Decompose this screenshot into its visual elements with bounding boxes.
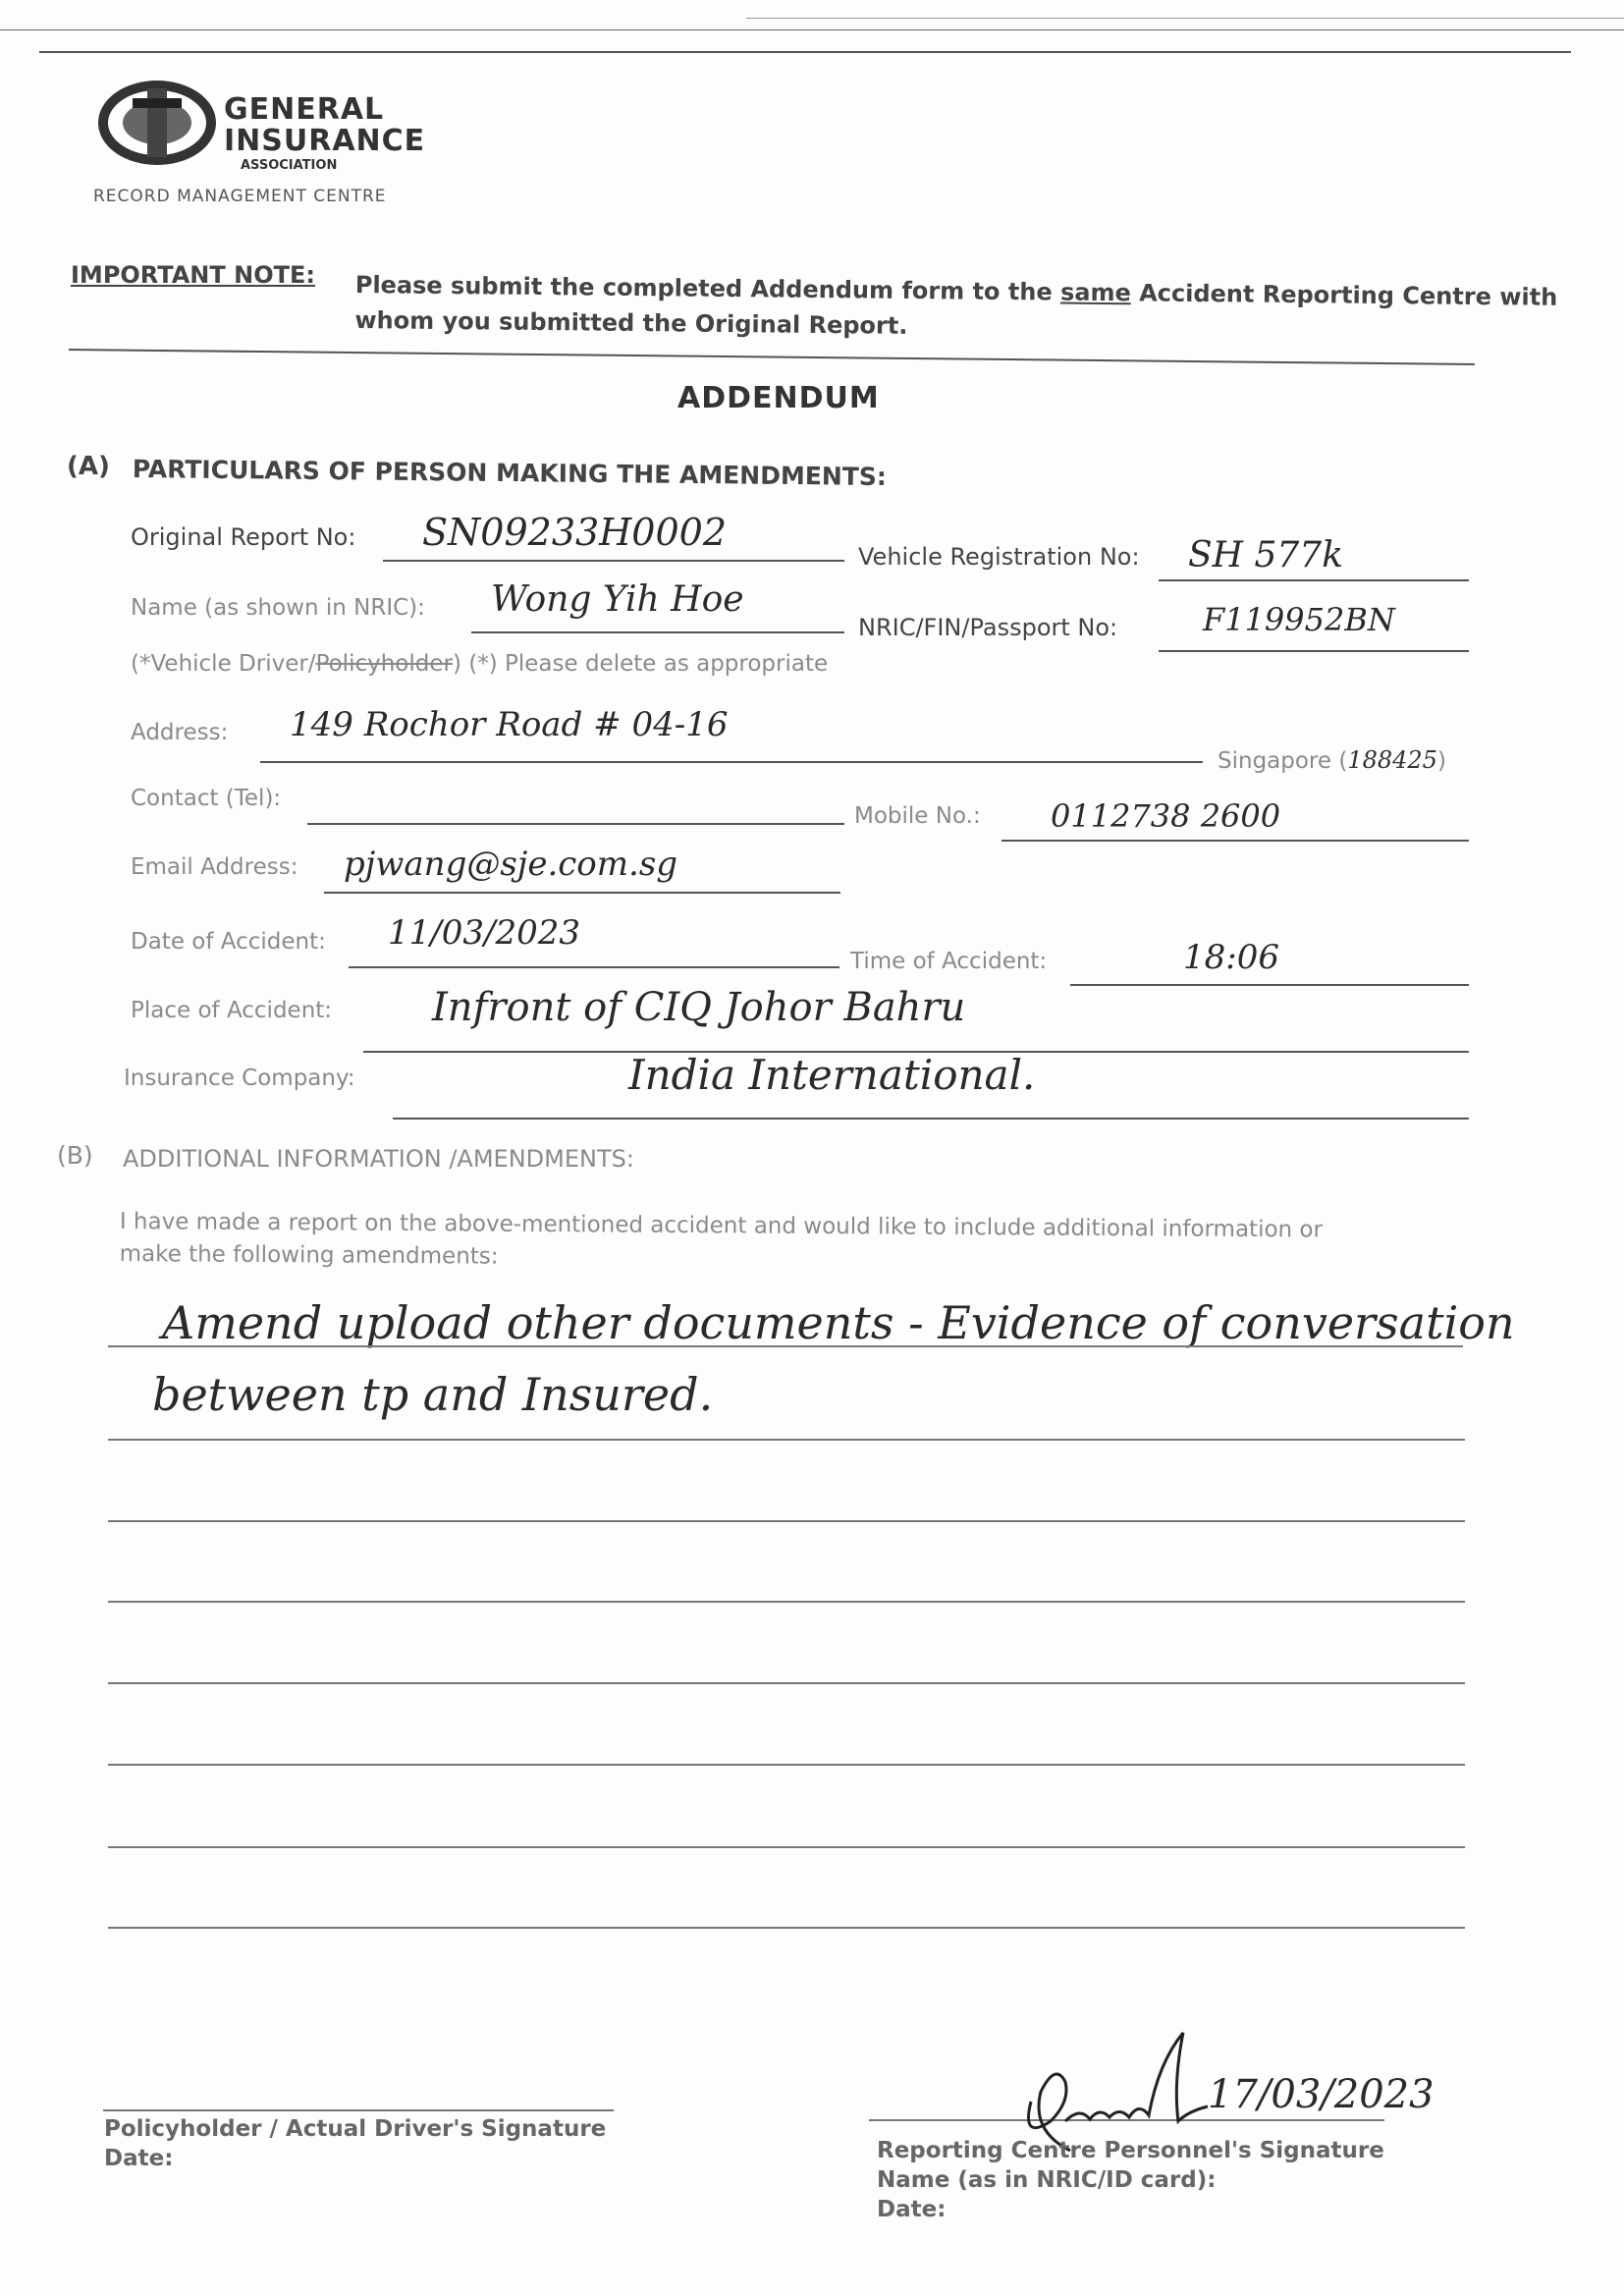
amendment-ruled-line [108,1601,1465,1603]
policyholder-date-label: Date: [104,2146,174,2171]
insurance-company-value: India International. [628,1051,1036,1099]
postal-value: 188425 [1347,746,1437,774]
name-value: Wong Yih Hoe [491,579,744,620]
vehicle-reg-line [1159,579,1469,581]
time-of-accident-line [1070,984,1469,986]
name-line [471,631,844,633]
address-label: Address: [131,720,229,745]
driver-note-suffix: ) (*) Please delete as appropriate [452,651,829,677]
important-note-label: IMPORTANT NOTE: [71,261,315,289]
place-of-accident-label: Place of Accident: [131,998,333,1023]
mobile-value: 0112738 2600 [1051,797,1281,835]
note-text-same: same [1059,278,1131,307]
policyholder-signature-label: Policyholder / Actual Driver's Signature [104,2116,607,2142]
note-divider [69,349,1475,365]
email-label: Email Address: [131,854,298,880]
amendment-ruled-line [108,1927,1465,1929]
section-b-intro [120,1206,1324,1280]
driver-note-struck: Policyholder [315,651,453,677]
note-text-line2: whom you submitted the Original Report. [354,305,908,340]
driver-note-prefix: (*Vehicle Driver/ [131,651,316,677]
scan-artifact-line [746,18,1624,19]
time-of-accident-value: 18:06 [1183,938,1279,977]
note-text-part1: Please submit the completed Addendum form to the [354,270,1053,306]
nric-label: NRIC/FIN/Passport No: [858,614,1118,641]
driver-note [131,651,828,677]
nric-value: F119952BN [1203,601,1395,638]
section-b-intro-line1: I have made a report on the above-mentioned accident and would like to include additional information or [119,1208,1324,1243]
top-border-line [39,51,1571,53]
amendment-line-2: between tp and Insured. [152,1368,714,1421]
vehicle-reg-value: SH 577k [1188,535,1344,575]
gia-logo [93,79,427,216]
policyholder-signature-line [103,2109,614,2111]
place-of-accident-value: Infront of CIQ Johor Bahru [432,985,966,1030]
section-a-marker: (A) [67,452,110,481]
singapore-close: ) [1436,748,1446,774]
amendment-ruled-line [108,1682,1465,1684]
date-of-accident-line [349,966,839,968]
amendment-ruled-line [108,1345,1463,1347]
time-of-accident-label: Time of Accident: [850,949,1048,974]
logo-insurance: INSURANCE [224,124,426,158]
amendment-line-1: Amend upload other documents - Evidence of conversation [162,1296,1515,1349]
section-b-marker: (B) [57,1141,93,1170]
nric-line [1159,650,1469,652]
mobile-line [1001,840,1469,842]
section-a-heading: PARTICULARS OF PERSON MAKING THE AMENDMENTS: [132,455,887,492]
contact-line [307,823,844,825]
personnel-signature-label: Reporting Centre Personnel's Signature [877,2138,1384,2163]
address-line [260,761,1203,763]
singapore-postal [1218,746,1446,774]
amendment-ruled-line [108,1439,1465,1441]
singapore-label: Singapore ( [1218,748,1348,774]
date-of-accident-value: 11/03/2023 [388,913,580,953]
email-line [324,892,840,894]
name-label: Name (as shown in NRIC): [131,595,425,621]
page-title: ADDENDUM [677,381,880,415]
logo-subtitle: RECORD MANAGEMENT CENTRE [93,187,387,206]
scan-artifact-line [0,29,1624,30]
amendment-ruled-line [108,1520,1465,1522]
important-note-text [354,267,1557,351]
section-b-heading: ADDITIONAL INFORMATION /AMENDMENTS: [123,1145,634,1173]
email-value: pjwang@sje.com.sg [344,845,678,884]
insurance-company-label: Insurance Company: [124,1066,355,1091]
note-text-part2: Accident Reporting Centre with [1139,279,1558,311]
gia-emblem-icon [93,79,221,167]
mobile-label: Mobile No.: [854,803,981,829]
vehicle-reg-label: Vehicle Registration No: [858,543,1140,571]
address-value: 149 Rochor Road # 04-16 [290,705,729,744]
contact-label: Contact (Tel): [131,786,282,811]
original-report-line [383,560,844,562]
original-report-label: Original Report No: [131,523,356,551]
amendment-ruled-line [108,1764,1465,1766]
date-of-accident-label: Date of Accident: [131,929,326,955]
logo-general: GENERAL [224,92,385,127]
amendment-ruled-line [108,1846,1465,1848]
logo-association: ASSOCIATION [241,158,338,173]
original-report-value: SN09233H0002 [422,511,728,554]
section-b-intro-line2: make the following amendments: [119,1240,499,1270]
personnel-signature-date: 17/03/2023 [1208,2072,1435,2117]
personnel-date-label: Date: [877,2197,947,2222]
insurance-company-line [393,1118,1469,1120]
personnel-name-label: Name (as in NRIC/ID card): [877,2167,1217,2193]
